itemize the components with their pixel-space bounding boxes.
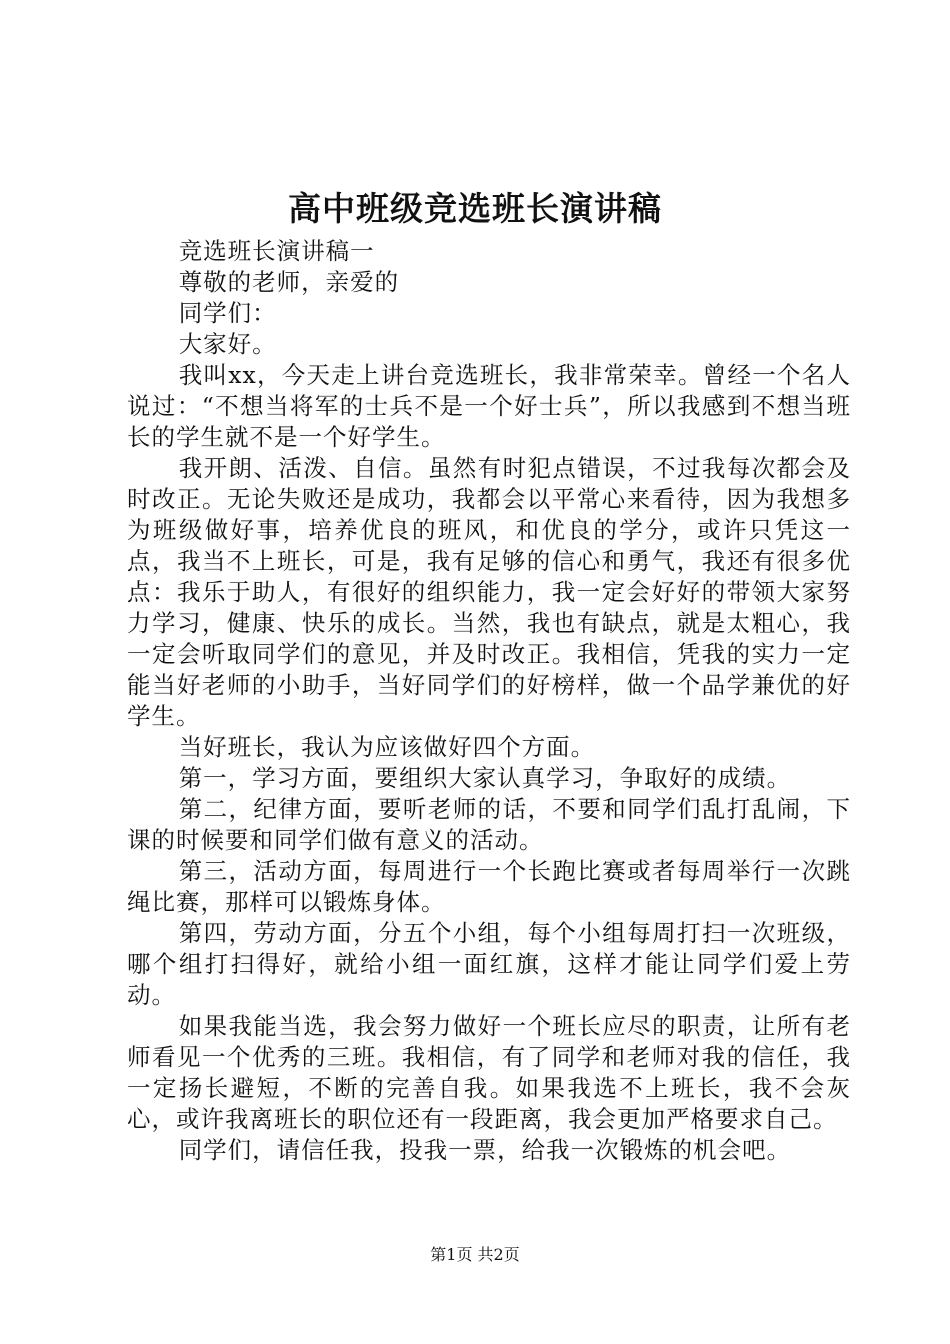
paragraph-four-aspects: 当好班长，我认为应该做好四个方面。 [178,733,596,761]
paragraph-third: 第三，活动方面，每周进行一个长跑比赛或者每周举行一次跳绳比赛，那样可以锻炼身体。 [127,857,851,916]
paragraph-salutation-cont: 同学们： [178,299,277,327]
paragraph-intro: 我叫xx，今天走上讲台竞选班长，我非常荣幸。曾经一个名人说过：“不想当将军的士兵不是一个好士兵”，所以我感到不想当班长的学生就不是一个好学生。 [127,361,851,451]
page-footer: 第1页 共2页 [430,1245,520,1264]
paragraph-closing: 同学们，请信任我，投我一票，给我一次锻炼的机会吧。 [178,1136,792,1164]
paragraph-salutation: 尊敬的老师，亲爱的 [178,268,400,296]
paragraph-heading: 竞选班长演讲稿一 [178,237,375,265]
page-title: 高中班级竞选班长演讲稿 [288,189,662,228]
paragraph-first: 第一，学习方面，要组织大家认真学习，争取好的成绩。 [178,764,792,792]
paragraph-greeting: 大家好。 [178,330,277,358]
paragraph-self-description: 我开朗、活泼、自信。虽然有时犯点错误，不过我每次都会及时改正。无论失败还是成功，我都会以平常心来看待，因为我想多为班级做好事，培养优良的班风，和优良的学分，或许只凭这一点，我当不上班长，可是，我有足够的信心和勇气，我还有很多优点：我乐于助人，有很好的组织能力，我一定会好好的带领大家努力学习，健康、快乐的成长。当然，我也有缺点，就是太粗心，我一定会听取同学们的意见，并及时改正。我相信，凭我的实力一定能当好老师的小助手，当好同学们的好榜样，做一个品学兼优的好学生。 [127,454,851,730]
paragraph-second: 第二，纪律方面，要听老师的话，不要和同学们乱打乱闹，下课的时候要和同学们做有意义的活动。 [127,795,851,854]
paragraph-fourth: 第四，劳动方面，分五个小组，每个小组每周打扫一次班级，哪个组打扫得好，就给小组一面红旗，这样才能让同学们爱上劳动。 [127,919,851,1009]
paragraph-if-elected: 如果我能当选，我会努力做好一个班长应尽的职责，让所有老师看见一个优秀的三班。我相信，有了同学和老师对我的信任，我一定扬长避短，不断的完善自我。如果我选不上班长，我不会灰心，或许我离班长的职位还有一段距离，我会更加严格要求自己。 [127,1012,851,1133]
document-body [127,236,851,1166]
